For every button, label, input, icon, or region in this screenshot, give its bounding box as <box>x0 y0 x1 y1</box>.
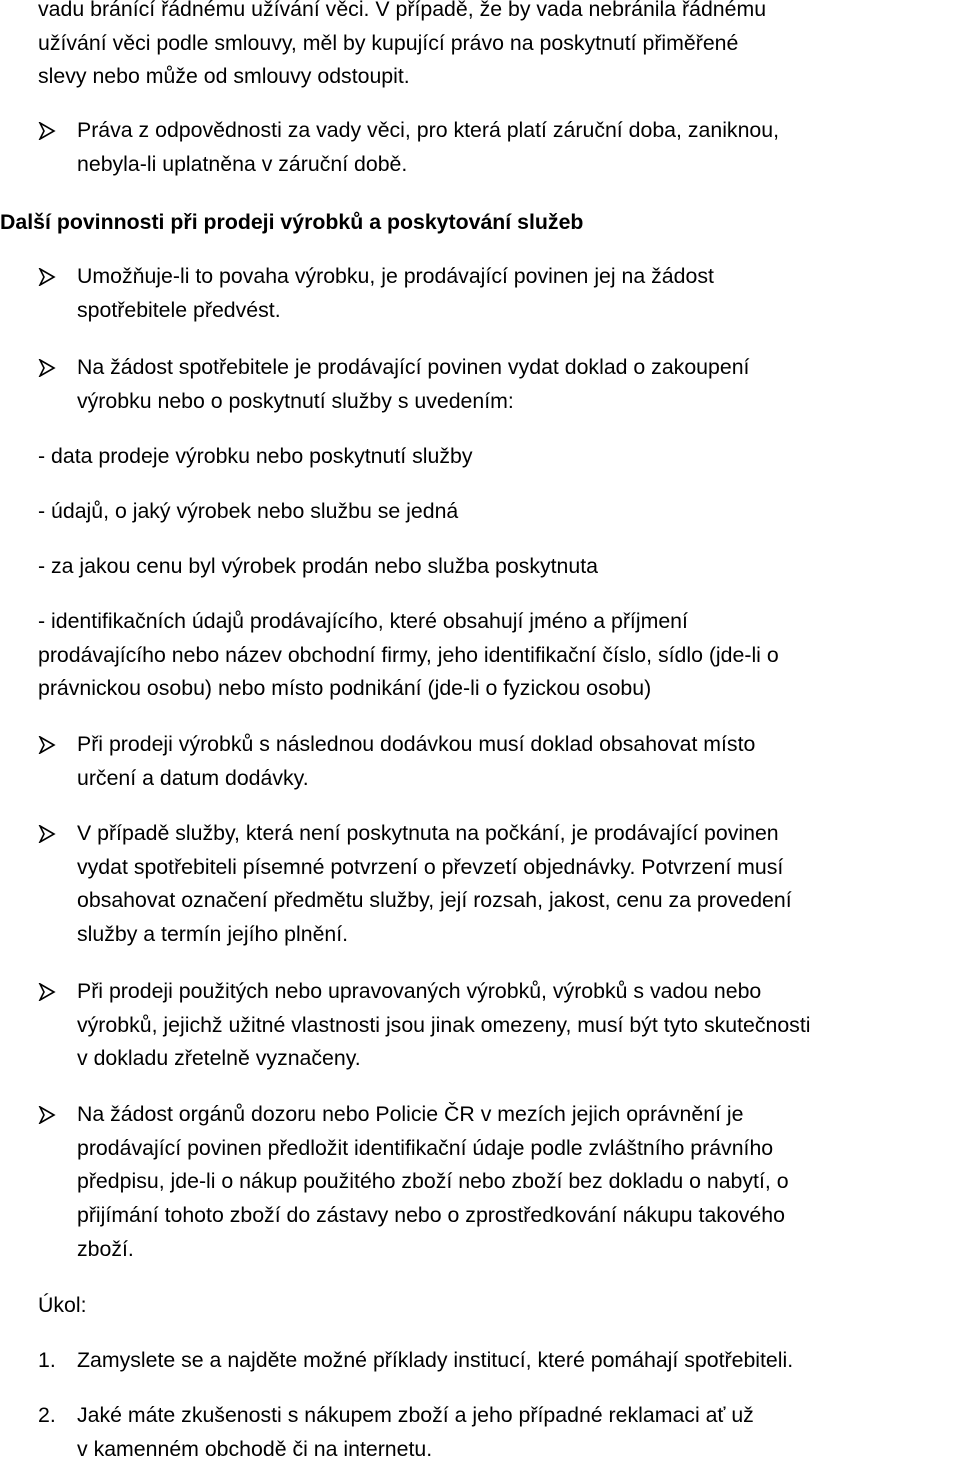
bullet-line: Umožňuje-li to povaha výrobku, je prodávající povinen jej na žádost <box>77 264 714 288</box>
dash-line: právnickou osobu) nebo místo podnikání (jde-li o fyzickou osobu) <box>38 676 652 701</box>
bullet-line: Na žádost spotřebitele je prodávající povinen vydat doklad o zakoupení <box>77 355 750 379</box>
task-label: Úkol: <box>38 1293 87 1317</box>
section-heading: Další povinnosti při prodeji výrobků a poskytování služeb <box>0 210 584 234</box>
bullet-line: nebyla-li uplatněna v záruční době. <box>77 151 408 176</box>
dash-item: - za jakou cenu byl výrobek prodán nebo služba poskytnuta <box>38 554 598 578</box>
bullet-line: spotřebitele předvést. <box>77 297 281 322</box>
dash-item-multiline <box>38 605 960 706</box>
bullet-text <box>77 351 960 418</box>
intro-line: užívání věci podle smlouvy, měl by kupující právo na poskytnutí přiměřené <box>38 30 739 55</box>
task-line: Jaké máte zkušenosti s nákupem zboží a jeho případné reklamaci ať už <box>77 1403 754 1427</box>
task-text <box>77 1399 960 1466</box>
dash-line: - identifikačních údajů prodávajícího, které obsahují jméno a příjmení <box>38 609 688 633</box>
bullet-line: výrobků, jejichž užitné vlastnosti jsou jinak omezeny, musí být tyto skutečnosti <box>77 1012 811 1037</box>
bullet-text <box>77 728 960 795</box>
bullet-line: Při prodeji výrobků s následnou dodávkou musí doklad obsahovat místo <box>77 732 756 756</box>
bullet-line: služby a termín jejího plnění. <box>77 922 349 947</box>
arrowhead-bullet-icon <box>38 122 56 140</box>
arrowhead-bullet-icon <box>38 268 56 286</box>
bullet-line: Práva z odpovědnosti za vady věci, pro která platí záruční doba, zaniknou, <box>77 118 780 142</box>
bullet-line: V případě služby, která není poskytnuta na počkání, je prodávající povinen <box>77 821 779 845</box>
arrowhead-bullet-icon <box>38 983 56 1001</box>
bullet-line: určení a datum dodávky. <box>77 765 309 790</box>
dash-item: - data prodeje výrobku nebo poskytnutí služby <box>38 444 473 468</box>
intro-paragraph <box>38 0 960 94</box>
dash-item: - údajů, o jaký výrobek nebo službu se jedná <box>38 499 459 523</box>
bullet-text <box>77 1098 960 1267</box>
bullet-line: zboží. <box>77 1236 134 1261</box>
bullet-line: prodávající povinen předložit identifikační údaje podle zvláštního právního <box>77 1135 774 1160</box>
bullet-line: přijímání tohoto zboží do zástavy nebo o zprostředkování nákupu takového <box>77 1203 785 1228</box>
task-line: Zamyslete se a najděte možné příklady institucí, které pomáhají spotřebiteli. <box>77 1348 794 1372</box>
intro-line: vadu bránící řádnému užívání věci. V případě, že by vada nebránila řádnému <box>38 0 767 21</box>
arrowhead-bullet-icon <box>38 1106 56 1124</box>
bullet-line: obsahovat označení předmětu služby, její rozsah, jakost, cenu za provedení <box>77 888 792 913</box>
bullet-text <box>77 260 960 327</box>
task-number: 2. <box>38 1403 56 1427</box>
task-text <box>77 1344 960 1378</box>
bullet-line: předpisu, jde-li o nákup použitého zboží nebo zboží bez dokladu o nabytí, o <box>77 1169 789 1194</box>
dash-line: prodávajícího nebo název obchodní firmy, jeho identifikační číslo, sídlo (jde-li o <box>38 642 779 667</box>
intro-line: slevy nebo může od smlouvy odstoupit. <box>38 64 410 89</box>
bullet-text <box>77 975 960 1076</box>
bullet-text <box>77 817 960 952</box>
bullet-text <box>77 114 960 181</box>
arrowhead-bullet-icon <box>38 825 56 843</box>
bullet-line: Na žádost orgánů dozoru nebo Policie ČR v mezích jejich oprávnění je <box>77 1102 744 1126</box>
arrowhead-bullet-icon <box>38 736 56 754</box>
bullet-line: výrobku nebo o poskytnutí služby s uvedením: <box>77 388 514 413</box>
task-line: v kamenném obchodě či na internetu. <box>77 1436 433 1461</box>
bullet-line: vydat spotřebiteli písemné potvrzení o převzetí objednávky. Potvrzení musí <box>77 854 784 879</box>
task-number: 1. <box>38 1348 56 1372</box>
bullet-line: Při prodeji použitých nebo upravovaných výrobků, výrobků s vadou nebo <box>77 979 762 1003</box>
bullet-line: v dokladu zřetelně vyznačeny. <box>77 1046 361 1071</box>
arrowhead-bullet-icon <box>38 359 56 377</box>
